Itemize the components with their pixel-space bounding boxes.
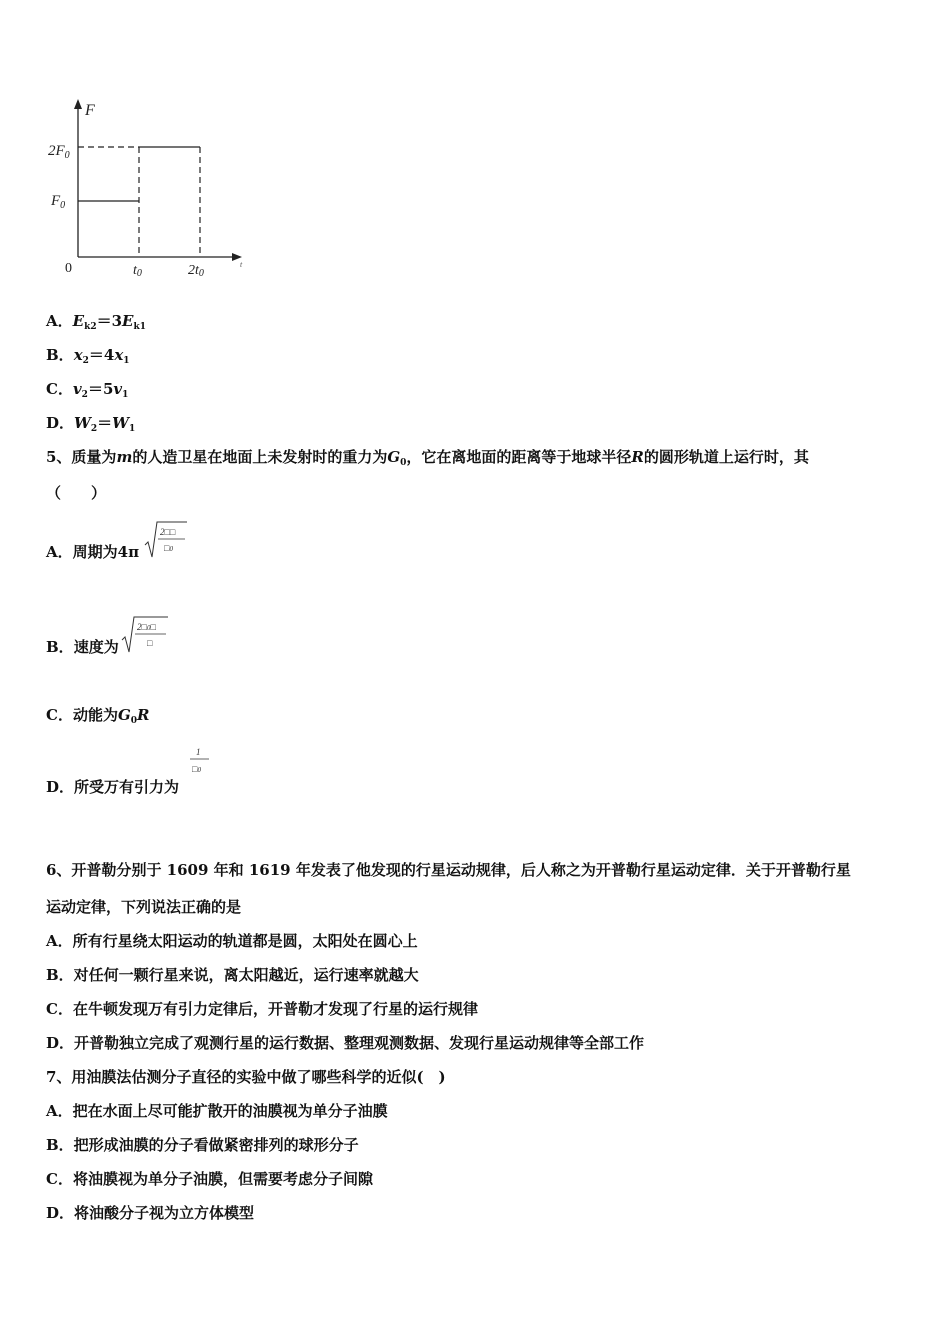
option-label: D． — [46, 778, 75, 796]
symbol: m — [116, 448, 133, 466]
q6-option-c[interactable]: C．在牛顿发现万有引力定律后，开普勒才发现了行星的运行规律 — [46, 1000, 478, 1018]
option-label: A． — [46, 312, 73, 330]
q5-b-sqrt-fraction — [120, 614, 172, 656]
q4-option-a[interactable] — [46, 311, 146, 337]
y-tick-f0: $F_0$ — [51, 193, 66, 211]
q6-stem-line2: 运动定律，下列说法正确的是 — [46, 898, 242, 916]
stem-text: 的圆形轨道上运行时，其 — [643, 448, 809, 466]
q6-stem-line1: 6、开普勒分别于 1609 年和 1619 年发表了他发现的行星运动规律，后人称之为开普勒行星运动定律．关于开普勒行星 — [46, 861, 851, 879]
operator: ＝4 — [88, 346, 115, 364]
symbol: W — [112, 414, 130, 432]
option-label: A． — [46, 543, 73, 561]
symbol: E — [72, 312, 85, 330]
symbol: E — [122, 312, 134, 330]
y-axis-label: F — [85, 102, 95, 119]
operator: ＝3 — [96, 312, 123, 330]
q4-option-c[interactable] — [46, 379, 128, 405]
symbol: x — [73, 346, 83, 364]
q5-option-c[interactable] — [46, 705, 150, 731]
q6-option-a[interactable]: A．所有行星绕太阳运动的轨道都是圆，太阳处在圆心上 — [46, 932, 418, 950]
symbol: G — [117, 706, 131, 724]
q5-stem — [46, 447, 809, 473]
q5-answer-paren — [46, 483, 106, 503]
q6-option-b[interactable]: B．对任何一颗行星来说，离太阳越近，运行速率就越大 — [46, 966, 419, 984]
fraction-denominator: □0 — [164, 543, 173, 553]
option-label: B． — [46, 346, 74, 364]
q7-option-d[interactable]: D．将油酸分子视为立方体模型 — [46, 1204, 255, 1222]
subscript: 2 — [82, 356, 89, 366]
q6-option-d[interactable]: D．开普勒独立完成了观测行星的运行数据、整理观测数据、发现行星运动规律等全部工作 — [46, 1034, 645, 1052]
q7-option-c[interactable]: C．将油膜视为单分子油膜，但需要考虑分子间隙 — [46, 1170, 373, 1188]
stem-text: ，它在离地面的距离等于地球半径 — [406, 448, 632, 466]
operator: ＝5 — [87, 380, 114, 398]
x-tick-2t0: 2t0 — [188, 263, 204, 279]
subscript: 0 — [400, 458, 407, 468]
subscript: k2 — [84, 322, 97, 332]
option-label: C． — [46, 706, 73, 724]
x-tick-origin: 0 — [65, 261, 72, 276]
symbol: v — [72, 380, 82, 398]
fraction-numerator: 2□0□ — [137, 622, 156, 632]
q7-option-a[interactable]: A．把在水面上尽可能扩散开的油膜视为单分子油膜 — [46, 1102, 388, 1120]
fraction-denominator: □ — [147, 638, 153, 648]
option-text: 动能为 — [72, 706, 118, 724]
y-axis-arrow — [74, 99, 82, 109]
symbol: G — [387, 448, 401, 466]
symbol: v — [113, 380, 123, 398]
q5-a-sqrt-fraction — [143, 519, 189, 561]
subscript: 2 — [81, 390, 88, 400]
paren: （ ） — [46, 484, 107, 502]
subscript: k1 — [133, 322, 146, 332]
x-axis-label: t — [240, 260, 243, 269]
q4-option-b[interactable] — [46, 345, 130, 371]
q5-option-d[interactable] — [46, 777, 179, 797]
subscript: 1 — [129, 424, 136, 434]
fraction-denominator: □0 — [192, 764, 201, 774]
force-time-graph — [40, 95, 260, 285]
subscript: 0 — [130, 716, 138, 726]
q5-d-fraction — [187, 742, 215, 778]
symbol: R — [137, 706, 150, 724]
symbol: R — [631, 448, 644, 466]
q5-option-a[interactable] — [46, 542, 139, 562]
fraction-numerator: 2□□ — [160, 527, 176, 537]
stem-text: 的人造卫星在地面上未发射时的重力为 — [132, 448, 388, 466]
subscript: 2 — [90, 424, 98, 434]
option-label: D． — [46, 414, 75, 432]
q5-option-b[interactable] — [46, 637, 119, 657]
fraction-numerator: 1 — [196, 747, 201, 757]
symbol: W — [74, 414, 91, 432]
coefficient: 4π — [117, 543, 140, 561]
y-tick-2f0: $2F_0$ — [48, 143, 70, 161]
symbol: x — [114, 346, 124, 364]
operator: ＝ — [97, 414, 113, 432]
x-tick-t0: t0 — [133, 263, 142, 279]
option-text: 速度为 — [73, 638, 119, 656]
subscript: 1 — [122, 390, 129, 400]
option-label: B． — [46, 638, 74, 656]
q7-option-b[interactable]: B．把形成油膜的分子看做紧密排列的球形分子 — [46, 1136, 359, 1154]
q7-stem: 7、用油膜法估测分子直径的实验中做了哪些科学的近似( ) — [46, 1068, 446, 1086]
option-label: C． — [46, 380, 73, 398]
option-text: 周期为 — [72, 543, 118, 561]
stem-text: 5、质量为 — [46, 448, 117, 466]
subscript: 1 — [123, 356, 130, 366]
q4-option-d[interactable] — [46, 413, 135, 439]
option-text: 所受万有引力为 — [74, 778, 180, 796]
